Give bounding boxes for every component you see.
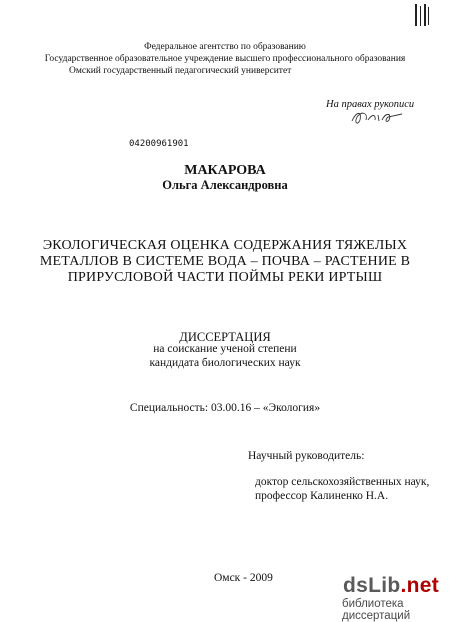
footer-city-year: Омск - 2009	[214, 572, 273, 584]
header-university: Омский государственный педагогический университет	[69, 66, 292, 76]
logo-part-1: dsLib	[343, 574, 401, 597]
author-name: Ольга Александровна	[162, 178, 288, 192]
signature	[348, 108, 408, 128]
document-number: 04200961901	[129, 139, 189, 149]
dslib-tagline: библиотека диссертаций	[342, 598, 411, 622]
header-institution-type: Государственное образовательное учреждение высшего профессионального образования	[44, 54, 406, 64]
author-surname: МАКАРОВА	[184, 163, 266, 178]
title-line-3: ПРИРУСЛОВОЙ ЧАСТИ ПОЙМЫ РЕКИ ИРТЫШ	[67, 270, 383, 285]
supervisor-label: Научный руководитель:	[248, 450, 365, 462]
specialty: Специальность: 03.00.16 – «Экология»	[129, 402, 321, 414]
dslib-logo[interactable]	[343, 574, 439, 598]
dissertation-heading: ДИССЕРТАЦИЯ	[179, 330, 271, 344]
dissertation-line-1: на соискание ученой степени	[153, 343, 297, 355]
rights-note: На правах рукописи	[326, 99, 415, 110]
logo-part-2: .net	[400, 574, 440, 597]
header-agency: Федеральное агентство по образованию	[144, 42, 306, 52]
dissertation-line-2: кандидата биологических наук	[149, 357, 301, 369]
title-line-1: ЭКОЛОГИЧЕСКАЯ ОЦЕНКА СОДЕРЖАНИЯ ТЯЖЕЛЫХ	[42, 238, 408, 253]
supervisor-name: профессор Калиненко Н.А.	[255, 490, 389, 502]
supervisor-degree: доктор сельскохозяйственных наук,	[255, 476, 430, 488]
title-line-2: МЕТАЛЛОВ В СИСТЕМЕ ВОДА – ПОЧВА – РАСТЕНИЕ В	[39, 254, 411, 269]
scan-marks	[414, 4, 432, 28]
